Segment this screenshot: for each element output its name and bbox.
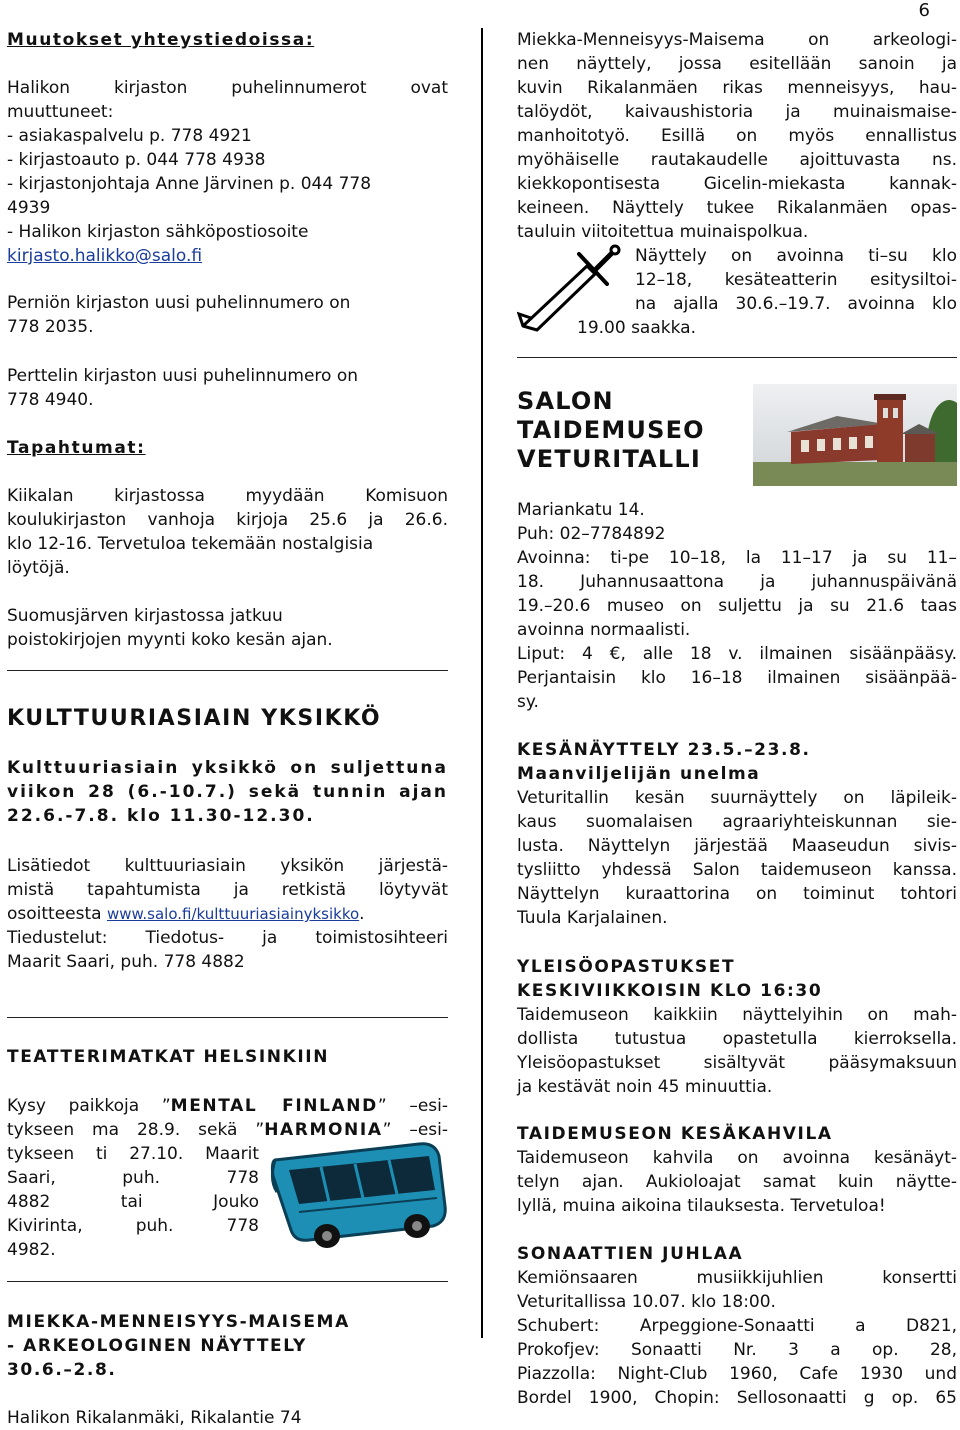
text-line: SALON xyxy=(517,387,614,415)
text-line: Tiedustelut: Tiedotus- ja toimistosihteeri xyxy=(7,928,448,948)
text-line: 19.–20.6 museo on suljettu ja su 21.6 taas xyxy=(517,596,957,616)
text-line: dollista tutustua opastetulla kierroksella. xyxy=(517,1029,957,1049)
email-link[interactable]: kirjasto.halikko@salo.fi xyxy=(7,246,203,266)
text-line: Maarit Saari, puh. 778 4882 xyxy=(7,952,245,972)
text-line: Kemiönsaaren musiikkijuhlien konsertti xyxy=(517,1268,957,1288)
text-line: 4939 xyxy=(7,198,51,218)
separator-rule xyxy=(7,1017,448,1018)
show-title: MENTAL FINLAND xyxy=(170,1096,378,1116)
text-line: YLEISÖOPASTUKSET xyxy=(517,957,736,977)
text-line: Perjantaisin klo 16–18 ilmainen sisäänpää- xyxy=(517,668,957,688)
text-line: Perttelin kirjaston uusi puhelinnumero on xyxy=(7,366,359,386)
text-line: tykseen ti 27.10. Maarit xyxy=(7,1144,259,1164)
cafe-heading: TAIDEMUSEON KESÄKAHVILA xyxy=(517,1124,833,1144)
text-line: osoitteesta xyxy=(7,904,102,924)
text-line: TAIDEMUSEO xyxy=(517,416,705,444)
text-line: lyllä, muina aikoina tilauksesta. Tervetuloa! xyxy=(517,1196,886,1216)
text-part: tykseen ma 28.9. sekä ” xyxy=(7,1120,265,1140)
text-line: talöydöt, kaivaushistoria ja muinaismaise- xyxy=(517,102,957,122)
text-line: MIEKKA-MENNEISYYS-MAISEMA xyxy=(7,1312,350,1332)
kiikala-block xyxy=(7,484,448,580)
sonata-text xyxy=(517,1266,957,1410)
text-line: - kirjastoauto p. 044 778 4938 xyxy=(7,150,266,170)
text-line: manhoitotyö. Esillä on myös ennallistus xyxy=(517,126,957,146)
text-line: 22.6.-7.8. klo 11.30-12.30. xyxy=(7,806,315,826)
culture-heading: KULTTUURIASIAIN YKSIKKÖ xyxy=(7,706,382,731)
miekka-open-last: 19.00 saakka. xyxy=(577,318,696,338)
text-line: Puh: 02–7784892 xyxy=(517,524,666,544)
text-line: Schubert: Arpeggione-Sonaatti a D821, xyxy=(517,1316,957,1336)
theatre-heading: TEATTERIMATKAT HELSINKIIN xyxy=(7,1047,330,1067)
text-line: löytöjä. xyxy=(7,558,70,578)
separator-rule xyxy=(517,357,957,358)
link-suffix: . xyxy=(359,904,365,924)
text-part: ” –esi- xyxy=(382,1120,448,1140)
museum-building-photo xyxy=(753,384,957,486)
miekka-open-hours xyxy=(635,244,957,316)
text-line: kuvin Rikalanmäen rikas menneisyys, hau- xyxy=(517,78,957,98)
text-line: Perniön kirjaston uusi puhelinnumero on xyxy=(7,293,351,313)
perttel-block xyxy=(7,364,448,412)
text-line: nen näyttely, jossa esitellään sanoin ja xyxy=(517,54,957,74)
text-line: Bordel 1900, Chopin: Sellosonaatti g op. 65 xyxy=(517,1388,957,1408)
text-line: 778 4940. xyxy=(7,390,94,410)
text-line: Mariankatu 14. xyxy=(517,500,645,520)
text-line: Näyttelyn kuraattorina on toiminut tohtori xyxy=(517,884,957,904)
text-line: tysliitto yhdessä Salon taidemuseon kanssa. xyxy=(517,860,957,880)
text-line: ja kestävät noin 45 minuuttia. xyxy=(517,1077,773,1097)
public-tours-heading xyxy=(517,955,957,1003)
miekka-description xyxy=(517,28,957,244)
text-line: 30.6.–2.8. xyxy=(7,1360,117,1380)
text-line: Maanviljelijän unelma xyxy=(517,764,761,784)
culture-link[interactable]: www.salo.fi/kulttuuriasiainyksikko xyxy=(106,905,360,923)
text-line: Lisätiedot kulttuuriasiain yksikön järjestä- xyxy=(7,856,448,876)
text-line: - Halikon kirjaston sähköpostiosoite xyxy=(7,222,309,242)
text-line: 12–18, kesäteatterin esitysiltoi- xyxy=(635,270,957,290)
column-divider xyxy=(481,28,483,1338)
halikko-phone-block xyxy=(7,76,448,268)
text-line: myöhäiselle rautakaudelle ajoittuvasta ns. xyxy=(517,150,957,170)
text-line: sy. xyxy=(517,692,539,712)
text-part: Kysy paikkoja ” xyxy=(7,1096,171,1116)
public-tours-text xyxy=(517,1003,957,1099)
cafe-text xyxy=(517,1146,957,1218)
sonata-heading: SONAATTIEN JUHLAA xyxy=(517,1244,744,1264)
culture-info-block xyxy=(7,854,448,974)
text-line: koulukirjaston vanhoja kirjoja 25.6 ja 26.6. xyxy=(7,510,448,530)
text-line: mistä tapahtumista ja retkistä löytyvät xyxy=(7,880,448,900)
text-part: ” –esi- xyxy=(377,1096,448,1116)
text-line: 4882 tai Jouko xyxy=(7,1192,259,1212)
text-line: tauluin viitoitettua muinaispolkua. xyxy=(517,222,809,242)
text-line: avoinna normaalisti. xyxy=(517,620,691,640)
text-line: KESÄNÄYTTELY 23.5.–23.8. xyxy=(517,740,811,760)
text-line: Näyttely on avoinna ti–su klo xyxy=(635,246,957,266)
pernio-block xyxy=(7,291,448,339)
text-line: 18. Juhannusaattona ja juhannuspäivänä xyxy=(517,572,957,592)
text-line: kaus suomalaisen agraariyhteiskunnan sie- xyxy=(517,812,957,832)
text-line: na ajalla 30.6.–19.7. avoinna klo xyxy=(635,294,957,314)
text-line: Avoinna: ti-pe 10–18, la 11–17 ja su 11– xyxy=(517,548,957,568)
changes-heading: Muutokset yhteystiedoissa: xyxy=(7,30,315,50)
text-line: 4982. xyxy=(7,1240,56,1260)
text-line: viikon 28 (6.-10.7.) sekä tunnin ajan xyxy=(7,782,448,802)
miekka-location: Halikon Rikalanmäki, Rikalantie 74 xyxy=(7,1408,302,1428)
theatre-text-wrap xyxy=(7,1142,259,1262)
museum-info xyxy=(517,498,957,714)
text-line: Taidemuseon kaikkiin näyttelyihin on mah- xyxy=(517,1005,957,1025)
text-line xyxy=(7,1094,448,1118)
miekka-heading xyxy=(7,1310,448,1382)
text-line: - kirjastonjohtaja Anne Järvinen p. 044 778 xyxy=(7,174,372,194)
text-line: Piazzolla: Night-Club 1960, Cafe 1930 und xyxy=(517,1364,957,1384)
text-line: KESKIVIIKKOISIN KLO 16:30 xyxy=(517,981,823,1001)
text-line: Saari, puh. 778 xyxy=(7,1168,259,1188)
text-line: Veturitallin kesän suurnäyttely on läpileik- xyxy=(517,788,957,808)
summer-exhibition-text xyxy=(517,786,957,930)
suomusjarvi-block xyxy=(7,604,448,652)
text-line: - ARKEOLOGINEN NÄYTTELY xyxy=(7,1336,307,1356)
culture-closed-block xyxy=(7,756,448,828)
events-heading: Tapahtumat: xyxy=(7,438,146,458)
text-line: keineen. Näyttely tukee Rikalanmäen opas- xyxy=(517,198,957,218)
text-line: klo 12-16. Tervetuloa tekemään nostalgisia xyxy=(7,534,374,554)
text-line: Kivirinta, puh. 778 xyxy=(7,1216,259,1236)
text-line: Kulttuuriasiain yksikkö on suljettuna xyxy=(7,758,448,778)
text-line: poistokirjojen myynti koko kesän ajan. xyxy=(7,630,333,650)
text-line: Halikon kirjaston puhelinnumerot ovat xyxy=(7,78,448,98)
text-line: 778 2035. xyxy=(7,317,94,337)
text-line: muuttuneet: xyxy=(7,102,114,122)
bus-icon xyxy=(269,1136,449,1256)
separator-rule xyxy=(7,670,448,671)
text-line: kiekkopontisesta Gicelin-miekasta kannak- xyxy=(517,174,957,194)
summer-exhibition-heading xyxy=(517,738,957,786)
text-line: Tuula Karjalainen. xyxy=(517,908,668,928)
text-line: Kiikalan kirjastossa myydään Komisuon xyxy=(7,486,448,506)
text-line: Liput: 4 €, alle 18 v. ilmainen sisäänpääsy. xyxy=(517,644,957,664)
text-line: lusta. Näyttelyn järjestää Maaseudun sivis- xyxy=(517,836,957,856)
text-line: telyn ajan. Aukioloajat samat kuin näytte- xyxy=(517,1172,957,1192)
text-line: Veturitallissa 10.07. klo 18:00. xyxy=(517,1292,776,1312)
show-title: HARMONIA xyxy=(264,1120,383,1140)
text-line: Prokofjev: Sonaatti Nr. 3 a op. 28, xyxy=(517,1340,957,1360)
text-line: Suomusjärven kirjastossa jatkuu xyxy=(7,606,283,626)
text-line: VETURITALLI xyxy=(517,445,702,473)
text-line: Taidemuseon kahvila on avoinna kesänäyt- xyxy=(517,1148,957,1168)
text-line: Yleisöopastukset sisältyvät pääsymaksuun xyxy=(517,1053,957,1073)
separator-rule xyxy=(7,1281,448,1282)
text-line: Miekka-Menneisyys-Maisema on arkeologi- xyxy=(517,30,957,50)
page-number: 6 xyxy=(918,0,930,21)
text-line: - asiakaspalvelu p. 778 4921 xyxy=(7,126,252,146)
